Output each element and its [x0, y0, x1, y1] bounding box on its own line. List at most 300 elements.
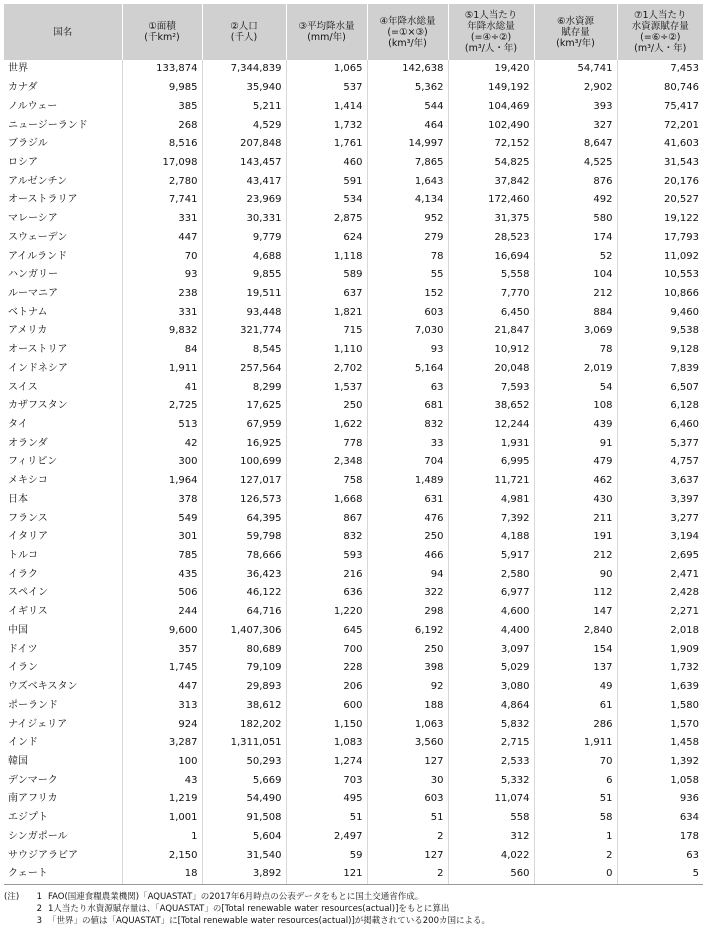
value-cell: 54,741	[534, 60, 617, 79]
country-name-cell: ウズベキスタン	[8, 681, 78, 693]
value-cell: 3,080	[448, 678, 534, 697]
value-cell: 1,001	[122, 809, 202, 828]
header-line: ⑥水資源	[556, 15, 595, 27]
value-cell: 1,622	[286, 416, 367, 435]
value-cell: 4,525	[534, 154, 617, 173]
value-cell: 2,580	[448, 565, 534, 584]
table-row	[4, 809, 703, 828]
value-cell: 703	[286, 771, 367, 790]
value-cell: 250	[367, 528, 448, 547]
value-cell: 506	[122, 584, 202, 603]
country-name-cell: アルゼンチン	[8, 175, 68, 187]
value-cell: 84	[122, 341, 202, 360]
value-cell: 104,469	[448, 97, 534, 116]
table-header-row	[4, 4, 703, 60]
value-cell: 7,344,839	[202, 60, 286, 79]
value-cell: 154	[534, 640, 617, 659]
value-cell: 10,553	[617, 266, 703, 285]
footnotes	[4, 891, 703, 927]
value-cell: 188	[367, 696, 448, 715]
value-cell: 191	[534, 528, 617, 547]
footnote-number: 1	[36, 891, 42, 902]
value-cell: 3,277	[617, 509, 703, 528]
value-cell: 447	[122, 678, 202, 697]
value-cell: 17,098	[122, 154, 202, 173]
value-cell: 2,695	[617, 547, 703, 566]
value-cell: 6,995	[448, 453, 534, 472]
table-row	[4, 97, 703, 116]
value-cell: 1,964	[122, 472, 202, 491]
value-cell: 2,018	[617, 622, 703, 641]
header-line: (=④÷②)	[470, 32, 512, 43]
value-cell: 149,192	[448, 79, 534, 98]
value-cell: 9,128	[617, 341, 703, 360]
value-cell: 1,311,051	[202, 734, 286, 753]
value-cell: 228	[286, 659, 367, 678]
value-cell: 257,564	[202, 360, 286, 379]
value-cell: 513	[122, 416, 202, 435]
value-cell: 51	[534, 790, 617, 809]
value-cell: 634	[617, 809, 703, 828]
value-cell: 385	[122, 97, 202, 116]
value-cell: 785	[122, 547, 202, 566]
value-cell: 4,757	[617, 453, 703, 472]
value-cell: 447	[122, 228, 202, 247]
value-cell: 1,821	[286, 303, 367, 322]
value-cell: 268	[122, 116, 202, 135]
value-cell: 10,912	[448, 341, 534, 360]
table-row	[4, 547, 703, 566]
country-name-cell: イラン	[8, 662, 38, 674]
value-cell: 5,164	[367, 360, 448, 379]
value-cell: 537	[286, 79, 367, 98]
table-row	[4, 79, 703, 98]
value-cell: 19,420	[448, 60, 534, 79]
value-cell: 182,202	[202, 715, 286, 734]
country-name-cell: ハンガリー	[8, 269, 58, 281]
value-cell: 1,580	[617, 696, 703, 715]
value-cell: 31,543	[617, 154, 703, 173]
table-row	[4, 715, 703, 734]
footnote-text: 「世界」の値は「AQUASTAT」に[Total renewable water resources(actual)]が掲載されている200カ国による。	[48, 915, 490, 926]
value-cell: 2,150	[122, 846, 202, 865]
value-cell: 3,097	[448, 640, 534, 659]
table-row	[4, 678, 703, 697]
value-cell: 174	[534, 228, 617, 247]
value-cell: 43	[122, 771, 202, 790]
value-cell: 9,538	[617, 322, 703, 341]
value-cell: 9,460	[617, 303, 703, 322]
country-name-cell: ロシア	[8, 156, 38, 168]
value-cell: 1,058	[617, 771, 703, 790]
value-cell: 6,128	[617, 397, 703, 416]
value-cell: 78,666	[202, 547, 286, 566]
value-cell: 591	[286, 172, 367, 191]
value-cell: 100	[122, 753, 202, 772]
value-cell: 126,573	[202, 491, 286, 510]
value-cell: 137	[534, 659, 617, 678]
value-cell: 3,560	[367, 734, 448, 753]
value-cell: 321,774	[202, 322, 286, 341]
header-line: (千km²)	[144, 32, 180, 43]
value-cell: 121	[286, 865, 367, 884]
value-cell: 1,414	[286, 97, 367, 116]
value-cell: 1,911	[534, 734, 617, 753]
table-row	[4, 135, 703, 154]
value-cell: 936	[617, 790, 703, 809]
value-cell: 8,647	[534, 135, 617, 154]
country-name-cell: ノルウェー	[8, 100, 58, 112]
value-cell: 92	[367, 678, 448, 697]
country-name-cell: デンマーク	[8, 774, 58, 786]
value-cell: 2	[367, 827, 448, 846]
value-cell: 37,842	[448, 172, 534, 191]
table-row	[4, 285, 703, 304]
country-name-cell: ドイツ	[8, 643, 38, 655]
value-cell: 7,741	[122, 191, 202, 210]
footnote-2	[4, 903, 703, 915]
value-cell: 16,694	[448, 247, 534, 266]
header-water-resources-per-capita	[617, 4, 703, 60]
table-body	[4, 60, 703, 884]
header-avg-precipitation	[286, 4, 367, 60]
value-cell: 952	[367, 210, 448, 229]
value-cell: 33	[367, 434, 448, 453]
value-cell: 1,118	[286, 247, 367, 266]
country-name-cell: アメリカ	[8, 325, 48, 337]
table-row	[4, 341, 703, 360]
value-cell: 357	[122, 640, 202, 659]
value-cell: 9,985	[122, 79, 202, 98]
value-cell: 72,152	[448, 135, 534, 154]
value-cell: 9,832	[122, 322, 202, 341]
header-line: ⑦1人当たり	[633, 10, 687, 21]
footnote-1	[4, 891, 703, 903]
value-cell: 5,832	[448, 715, 534, 734]
value-cell: 2,533	[448, 753, 534, 772]
value-cell: 331	[122, 303, 202, 322]
value-cell: 439	[534, 416, 617, 435]
value-cell: 1	[122, 827, 202, 846]
value-cell: 279	[367, 228, 448, 247]
value-cell: 312	[448, 827, 534, 846]
value-cell: 216	[286, 565, 367, 584]
header-line: (km³/年)	[556, 37, 595, 49]
value-cell: 681	[367, 397, 448, 416]
value-cell: 206	[286, 678, 367, 697]
header-line: 国名	[53, 26, 73, 38]
value-cell: 17,625	[202, 397, 286, 416]
value-cell: 1,150	[286, 715, 367, 734]
value-cell: 2,875	[286, 210, 367, 229]
value-cell: 250	[367, 640, 448, 659]
header-line: 水資源賦存量	[631, 21, 689, 32]
value-cell: 1,537	[286, 378, 367, 397]
table-row	[4, 771, 703, 790]
value-cell: 51	[367, 809, 448, 828]
value-cell: 5,377	[617, 434, 703, 453]
value-cell: 143,457	[202, 154, 286, 173]
value-cell: 38,652	[448, 397, 534, 416]
value-cell: 10,866	[617, 285, 703, 304]
value-cell: 832	[286, 528, 367, 547]
header-line: ②人口	[230, 21, 258, 32]
table-row	[4, 453, 703, 472]
value-cell: 75,417	[617, 97, 703, 116]
country-name-cell: ポーランド	[8, 699, 58, 711]
value-cell: 758	[286, 472, 367, 491]
country-name-cell: スイス	[8, 381, 38, 393]
value-cell: 558	[448, 809, 534, 828]
country-name-cell: 世界	[8, 63, 28, 75]
value-cell: 55	[367, 266, 448, 285]
value-cell: 1,745	[122, 659, 202, 678]
value-cell: 102,490	[448, 116, 534, 135]
value-cell: 544	[367, 97, 448, 116]
value-cell: 7,770	[448, 285, 534, 304]
value-cell: 4,188	[448, 528, 534, 547]
value-cell: 2,725	[122, 397, 202, 416]
value-cell: 20,527	[617, 191, 703, 210]
value-cell: 94	[367, 565, 448, 584]
value-cell: 300	[122, 453, 202, 472]
value-cell: 0	[534, 865, 617, 884]
value-cell: 9,779	[202, 228, 286, 247]
value-cell: 133,874	[122, 60, 202, 79]
country-name-cell: ブラジル	[8, 138, 48, 150]
value-cell: 18	[122, 865, 202, 884]
country-name-cell: インド	[8, 737, 38, 749]
country-name-cell: マレーシア	[8, 213, 58, 225]
document	[4, 4, 703, 927]
table-row	[4, 865, 703, 884]
value-cell: 29,893	[202, 678, 286, 697]
country-name-cell: ベトナム	[8, 306, 48, 318]
table-row	[4, 491, 703, 510]
country-name-cell: 南アフリカ	[8, 793, 58, 805]
value-cell: 1,639	[617, 678, 703, 697]
value-cell: 476	[367, 509, 448, 528]
country-name-cell: アイルランド	[8, 250, 68, 262]
value-cell: 21,847	[448, 322, 534, 341]
value-cell: 1,668	[286, 491, 367, 510]
value-cell: 495	[286, 790, 367, 809]
value-cell: 20,176	[617, 172, 703, 191]
value-cell: 41,603	[617, 135, 703, 154]
value-cell: 70	[122, 247, 202, 266]
table-row	[4, 303, 703, 322]
value-cell: 8,545	[202, 341, 286, 360]
value-cell: 1,063	[367, 715, 448, 734]
value-cell: 645	[286, 622, 367, 641]
value-cell: 41	[122, 378, 202, 397]
value-cell: 30	[367, 771, 448, 790]
value-cell: 93,448	[202, 303, 286, 322]
value-cell: 2,715	[448, 734, 534, 753]
value-cell: 4,688	[202, 247, 286, 266]
country-name-cell: カナダ	[8, 82, 38, 94]
value-cell: 78	[367, 247, 448, 266]
value-cell: 93	[122, 266, 202, 285]
value-cell: 142,638	[367, 60, 448, 79]
value-cell: 61	[534, 696, 617, 715]
value-cell: 1,458	[617, 734, 703, 753]
table-row	[4, 790, 703, 809]
value-cell: 127	[367, 846, 448, 865]
value-cell: 80,746	[617, 79, 703, 98]
value-cell: 50,293	[202, 753, 286, 772]
value-cell: 6	[534, 771, 617, 790]
value-cell: 603	[367, 790, 448, 809]
value-cell: 5,669	[202, 771, 286, 790]
value-cell: 212	[534, 547, 617, 566]
value-cell: 466	[367, 547, 448, 566]
footnote-3	[4, 915, 703, 927]
value-cell: 1,065	[286, 60, 367, 79]
value-cell: 2,428	[617, 584, 703, 603]
value-cell: 2,702	[286, 360, 367, 379]
value-cell: 593	[286, 547, 367, 566]
table-row	[4, 434, 703, 453]
table-row	[4, 472, 703, 491]
value-cell: 492	[534, 191, 617, 210]
value-cell: 212	[534, 285, 617, 304]
country-name-cell: イタリア	[8, 531, 48, 543]
footnote-mark: (注)	[4, 891, 20, 902]
value-cell: 624	[286, 228, 367, 247]
value-cell: 2,902	[534, 79, 617, 98]
value-cell: 2,471	[617, 565, 703, 584]
table-row	[4, 696, 703, 715]
country-name-cell: フィリピン	[8, 456, 58, 468]
value-cell: 63	[367, 378, 448, 397]
table-row	[4, 734, 703, 753]
value-cell: 4,134	[367, 191, 448, 210]
value-cell: 7,392	[448, 509, 534, 528]
value-cell: 7,453	[617, 60, 703, 79]
value-cell: 1,570	[617, 715, 703, 734]
value-cell: 91,508	[202, 809, 286, 828]
header-water-resources	[534, 4, 617, 60]
header-area	[122, 4, 202, 60]
value-cell: 549	[122, 509, 202, 528]
country-name-cell: 中国	[8, 624, 28, 636]
value-cell: 78	[534, 341, 617, 360]
table-row	[4, 116, 703, 135]
country-name-cell: ニュージーランド	[8, 119, 88, 131]
header-population	[202, 4, 286, 60]
value-cell: 560	[448, 865, 534, 884]
footnote-text: FAO(国連食糧農業機関)「AQUASTAT」の2017年6月時点の公表データをもとに国土交通省作成。	[48, 891, 424, 902]
value-cell: 5,604	[202, 827, 286, 846]
value-cell: 238	[122, 285, 202, 304]
table-row	[4, 640, 703, 659]
footnote-number: 3	[36, 915, 42, 926]
value-cell: 462	[534, 472, 617, 491]
country-name-cell: 韓国	[8, 755, 28, 767]
value-cell: 580	[534, 210, 617, 229]
value-cell: 211	[534, 509, 617, 528]
table-row	[4, 247, 703, 266]
value-cell: 398	[367, 659, 448, 678]
value-cell: 20,048	[448, 360, 534, 379]
value-cell: 5,362	[367, 79, 448, 98]
header-total-precipitation	[367, 4, 448, 60]
value-cell: 1,110	[286, 341, 367, 360]
value-cell: 90	[534, 565, 617, 584]
value-cell: 9,855	[202, 266, 286, 285]
value-cell: 112	[534, 584, 617, 603]
value-cell: 1,407,306	[202, 622, 286, 641]
value-cell: 3,637	[617, 472, 703, 491]
value-cell: 2	[367, 865, 448, 884]
value-cell: 631	[367, 491, 448, 510]
value-cell: 5,917	[448, 547, 534, 566]
value-cell: 100,699	[202, 453, 286, 472]
value-cell: 2,497	[286, 827, 367, 846]
value-cell: 7,030	[367, 322, 448, 341]
table-row	[4, 846, 703, 865]
water-resources-table	[4, 4, 703, 885]
value-cell: 7,593	[448, 378, 534, 397]
value-cell: 5,332	[448, 771, 534, 790]
table-row	[4, 210, 703, 229]
country-name-cell: フランス	[8, 512, 48, 524]
value-cell: 3,892	[202, 865, 286, 884]
value-cell: 3,069	[534, 322, 617, 341]
value-cell: 286	[534, 715, 617, 734]
value-cell: 35,940	[202, 79, 286, 98]
value-cell: 6,460	[617, 416, 703, 435]
value-cell: 72,201	[617, 116, 703, 135]
header-line: (m³/人・年)	[464, 43, 518, 54]
country-name-cell: ルーマニア	[8, 287, 58, 299]
value-cell: 8,299	[202, 378, 286, 397]
value-cell: 331	[122, 210, 202, 229]
value-cell: 876	[534, 172, 617, 191]
header-line: 年降水総量	[467, 21, 515, 32]
header-country	[4, 4, 122, 60]
country-name-cell: トルコ	[8, 550, 38, 562]
value-cell: 1,909	[617, 640, 703, 659]
value-cell: 7,839	[617, 360, 703, 379]
value-cell: 1,732	[617, 659, 703, 678]
table-row	[4, 266, 703, 285]
country-name-cell: サウジアラビア	[8, 849, 78, 861]
value-cell: 2,348	[286, 453, 367, 472]
value-cell: 51	[286, 809, 367, 828]
value-cell: 250	[286, 397, 367, 416]
value-cell: 8,516	[122, 135, 202, 154]
footnote-number: 2	[36, 903, 42, 914]
value-cell: 6,507	[617, 378, 703, 397]
value-cell: 54,490	[202, 790, 286, 809]
value-cell: 1,220	[286, 603, 367, 622]
value-cell: 79,109	[202, 659, 286, 678]
value-cell: 6,977	[448, 584, 534, 603]
value-cell: 5,029	[448, 659, 534, 678]
header-line: ①面積	[148, 21, 176, 32]
value-cell: 884	[534, 303, 617, 322]
country-name-cell: スペイン	[8, 587, 48, 599]
value-cell: 43,417	[202, 172, 286, 191]
value-cell: 91	[534, 434, 617, 453]
value-cell: 104	[534, 266, 617, 285]
value-cell: 152	[367, 285, 448, 304]
header-line: (=⑥÷②)	[640, 32, 681, 43]
value-cell: 5,558	[448, 266, 534, 285]
value-cell: 19,122	[617, 210, 703, 229]
